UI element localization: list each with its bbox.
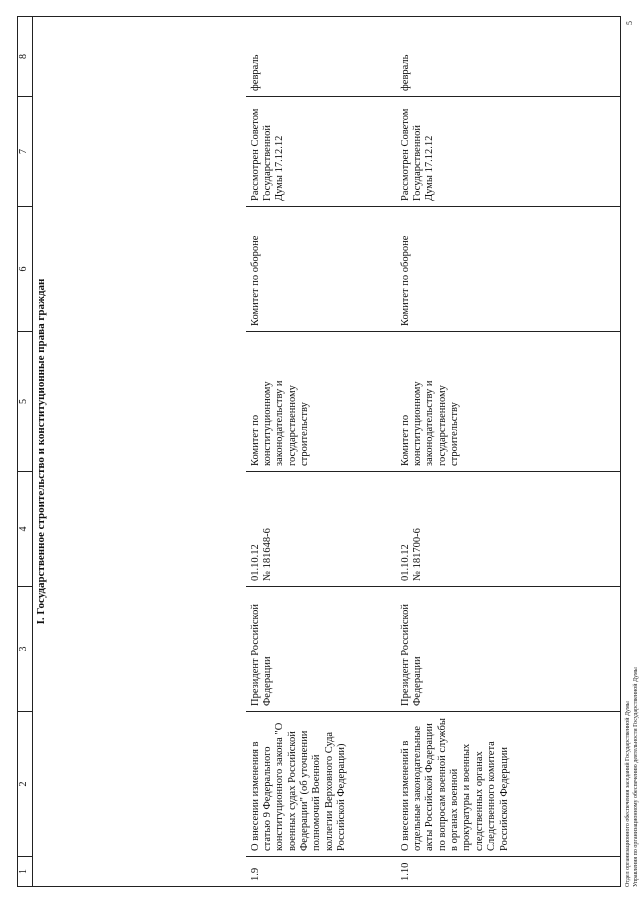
rotated-sheet	[17, 17, 639, 887]
section-title: I. Государственное строительство и конституционные права граждан	[33, 17, 246, 887]
row-number: 1.10	[396, 857, 566, 887]
bill-title: О внесении изменения в статью 9 Федерального конституционного закона "О военных судах Российской Федерации" (об уточнении полномочий Военной коллегии Верховного Суда Российской Федерации)	[246, 712, 396, 857]
column-number: 8	[18, 17, 33, 97]
responsible-committee: Комитет по конституционному законодательству и государственному строительству	[396, 332, 566, 472]
planned-month: февраль	[246, 17, 396, 97]
planned-month: февраль	[396, 17, 566, 97]
column-number: 1	[18, 857, 33, 887]
column-number: 7	[18, 97, 33, 207]
column-number-row	[18, 17, 33, 887]
table-filler-row	[566, 17, 621, 887]
row-number: 1.9	[246, 857, 396, 887]
bill-initiator: Президент Российской Федерации	[246, 587, 396, 712]
bills-table	[17, 16, 621, 887]
co-executor-committee: Комитет по обороне	[396, 207, 566, 332]
page-footer	[621, 17, 640, 887]
bill-registration: 01.10.12 № 181700-6	[396, 472, 566, 587]
column-number: 2	[18, 712, 33, 857]
column-number: 4	[18, 472, 33, 587]
page-number: 5	[625, 21, 634, 25]
column-number: 5	[18, 332, 33, 472]
responsible-committee: Комитет по конституционному законодательству и государственному строительству	[246, 332, 396, 472]
column-number: 3	[18, 587, 33, 712]
bill-initiator: Президент Российской Федерации	[396, 587, 566, 712]
column-number: 6	[18, 207, 33, 332]
section-header-row	[33, 17, 246, 887]
footer-department: Отдел организационного обеспечения заседаний Государственной Думы	[625, 701, 631, 887]
table-row	[396, 17, 566, 887]
bill-registration: 01.10.12 № 181648-6	[246, 472, 396, 587]
bill-status: Рассмотрен Советом Государственной Думы 17.12.12	[396, 97, 566, 207]
bill-status: Рассмотрен Советом Государственной Думы 17.12.12	[246, 97, 396, 207]
bill-title: О внесении изменений в отдельные законодательные акты Российской Федерации по вопросам военной службы в органах военной прокуратуры и военных следственных органах Следственного комитета Российской Федерации	[396, 712, 566, 857]
table-row	[246, 17, 396, 887]
footer-directorate: Управления по организационному обеспечению деятельности Государственной Думы	[633, 667, 639, 887]
co-executor-committee: Комитет по обороне	[246, 207, 396, 332]
